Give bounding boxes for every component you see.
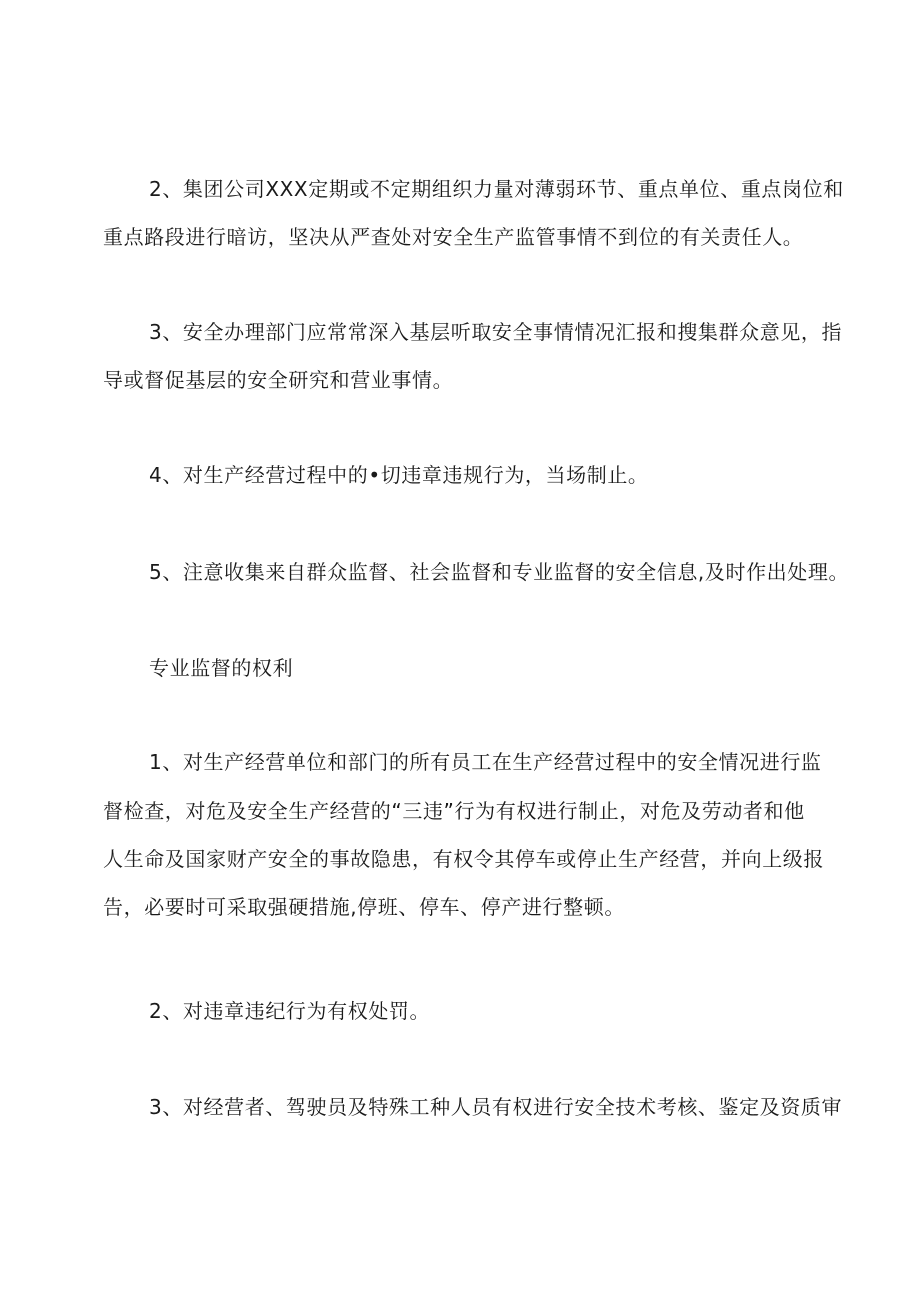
paragraph-line: 5、注意收集来自群众监督、社会监督和专业监督的安全信息,及时作出处理。: [149, 560, 850, 584]
paragraph-line: 4、对生产经营过程中的•切违章违规行为，当场制止。: [149, 463, 649, 487]
paragraph-line: 导或督促基层的安全研究和营业事情。: [103, 368, 454, 392]
paragraph-line: 告，必要时可采取强硬措施,停班、停车、停产进行整顿。: [103, 895, 625, 919]
section-heading: 专业监督的权利: [149, 656, 294, 680]
paragraph-line: 重点路段进行暗访，坚决从严查处对安全生产监管事情不到位的有关责任人。: [103, 225, 804, 249]
paragraph-line: 2、集团公司XXX定期或不定期组织力量对薄弱环节、重点单位、重点岗位和: [149, 177, 844, 201]
paragraph-line: 2、对违章违纪行为有权处罚。: [149, 999, 431, 1023]
paragraph-line: 3、安全办理部门应常常深入基层听取安全事情情况汇报和搜集群众意见，指: [149, 320, 843, 344]
paragraph-line: 人生命及国家财产安全的事故隐患，有权令其停车或停止生产经营，并向上级报: [103, 847, 824, 871]
paragraph-line: 督检查，对危及安全生产经营的“三违”行为有权进行制止，对危及劳动者和他: [103, 799, 805, 823]
paragraph-line: 1、对生产经营单位和部门的所有员工在生产经营过程中的安全情况进行监: [149, 750, 822, 774]
paragraph-line: 3、对经营者、驾驶员及特殊工种人员有权进行安全技术考核、鉴定及资质审: [149, 1095, 843, 1119]
